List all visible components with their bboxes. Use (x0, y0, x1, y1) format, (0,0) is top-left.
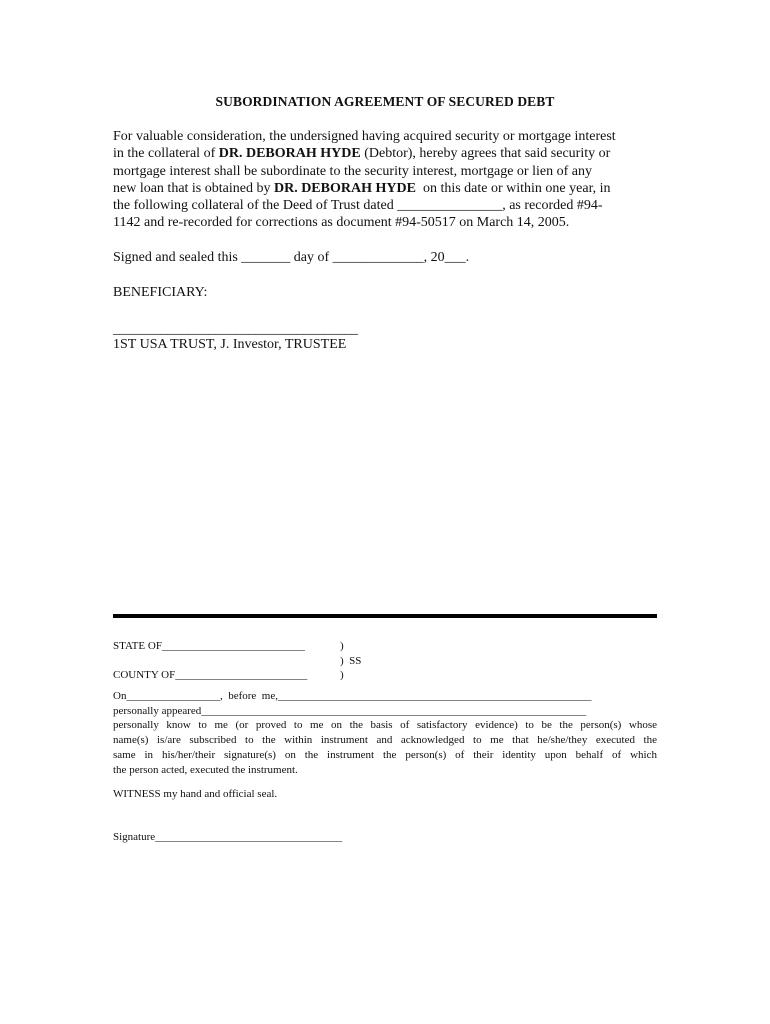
line-text: 1142 and re-recorded for corrections as document #94-50517 on March 14, 2005. (113, 215, 570, 231)
ss-label: ) SS (340, 654, 362, 667)
paragraph-line (113, 180, 663, 197)
line-text: (Debtor), hereby agrees that said security or (360, 146, 611, 162)
line-text: new loan that is obtained by (113, 180, 274, 196)
beneficiary-signature-blank: ____________________________________ (113, 322, 358, 337)
line-text: mortgage interest shall be subordinate to the security interest, mortgage or lien of any (113, 163, 592, 179)
debtor-name: DR. DEBORAH HYDE (218, 146, 361, 162)
ack-line: same in his/her/their signature(s) on the instrument the person(s) of their identity upon behalf of which (113, 748, 657, 761)
state-row (113, 639, 344, 654)
line-text: the following collateral of the Deed of Trust dated _______________, as recorded #94- (113, 198, 603, 214)
line-text: in the collateral of (113, 146, 219, 162)
paragraph-line (113, 128, 663, 145)
notary-signature-line: Signature__________________________________ (113, 831, 343, 843)
paragraph-line (113, 163, 663, 180)
section-divider (113, 614, 657, 618)
ack-line: personally know to me (or proved to me on the basis of satisfactory evidence) to be the person(s) whose (113, 719, 657, 732)
witness-line: WITNESS my hand and official seal. (113, 788, 278, 800)
paragraph-line (113, 197, 663, 214)
debtor-name: DR. DEBORAH HYDE (273, 180, 416, 196)
beneficiary-label: BENEFICIARY: (113, 285, 208, 300)
line-text: on this date or within one year, in (415, 180, 611, 196)
signed-sealed-line: Signed and sealed this _______ day of _____________, 20___. (113, 250, 470, 265)
paragraph-line (113, 214, 663, 231)
state-field: STATE OF__________________________ (113, 640, 305, 652)
ack-line: On_________________, before me,_________________________________________________________ (113, 690, 592, 702)
trustee-name: 1ST USA TRUST, J. Investor, TRUSTEE (113, 337, 347, 352)
acknowledgment-paragraph (113, 689, 657, 777)
state-paren: ) (340, 640, 344, 652)
county-field: COUNTY OF________________________ (113, 669, 308, 681)
line-text: For valuable consideration, the undersigned having acquired security or mortgage interest (113, 129, 616, 144)
county-paren: ) (340, 669, 344, 681)
ack-line: the person acted, executed the instrument. (113, 763, 298, 776)
venue-block (113, 639, 362, 683)
document-title: SUBORDINATION AGREEMENT OF SECURED DEBT (215, 94, 555, 109)
county-row (113, 668, 344, 683)
agreement-paragraph (113, 128, 663, 232)
ack-line: personally appeared______________________________________________________________________ (113, 704, 587, 717)
paragraph-line (113, 145, 663, 162)
ss-row (113, 654, 362, 669)
ack-line: name(s) is/are subscribed to the within instrument and acknowledged to me that he/she/they executed the (113, 734, 657, 747)
